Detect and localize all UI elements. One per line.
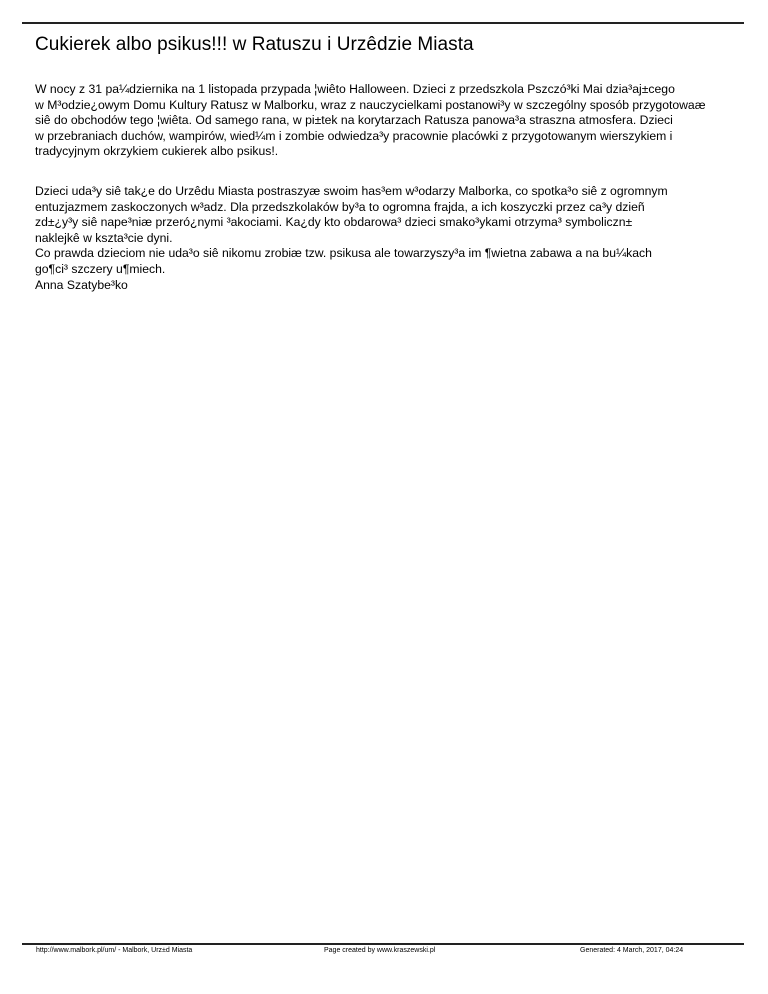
body-line: naklejkê w kszta³cie dyni.: [35, 230, 173, 245]
article-body: [35, 82, 735, 293]
body-line: w M³odzie¿owym Domu Kultury Ratusz w Malborku, wraz z nauczycielkami postanowi³y w szczególny sposób przygotowaæ: [35, 97, 706, 112]
body-line: Dzieci uda³y siê tak¿e do Urzêdu Miasta postraszyæ swoim has³em w³odarzy Malborka, co spotka³o siê z ogromnym: [35, 183, 668, 198]
body-line: tradycyjnym okrzykiem cukierek albo psikus!.: [35, 144, 279, 159]
paragraph-gap: [35, 160, 735, 184]
body-line: zd±¿y³y siê nape³niæ przeró¿nymi ³akociami. Ka¿dy kto obdarowa³ dzieci smako³ykami otrzyma³ symboliczn±: [35, 215, 633, 230]
footer-source-link[interactable]: http://www.malbork.pl/um/ - Malbork, Urz±d Miasta: [36, 947, 193, 954]
footer-generated-date: Generated: 4 March, 2017, 04:24: [580, 947, 684, 954]
article-title: Cukierek albo psikus!!! w Ratuszu i Urzêdzie Miasta: [35, 34, 474, 55]
body-line: W nocy z 31 pa¼dziernika na 1 listopada przypada ¦wiêto Halloween. Dzieci z przedszkola Pszczó³ki Mai dzia³aj±cego: [35, 82, 675, 96]
body-line: go¶ci³ szczery u¶miech.: [35, 261, 166, 276]
footer-credit: Page created by www.kraszewski.pl: [324, 947, 436, 954]
body-line: w przebraniach duchów, wampirów, wied¼m i zombie odwiedza³y pracownie placówki z przygotowanym wierszykiem i: [35, 128, 673, 143]
body-line: Co prawda dzieciom nie uda³o siê nikomu zrobiæ tzw. psikusa ale towarzyszy³a im ¶wietna zabawa a na bu¼kach: [35, 246, 652, 261]
body-line: siê do obchodów tego ¦wiêta. Od samego rana, w pi±tek na korytarzach Ratusza panowa³a straszna atmosfera. Dzieci: [35, 113, 673, 128]
body-line: entuzjazmem zaskoczonych w³adz. Dla przedszkolaków by³a to ogromna frajda, a ich koszyczki przez ca³y dzieñ: [35, 199, 645, 214]
author-signature: Anna Szatybe³ko: [35, 277, 128, 292]
bottom-divider: [22, 943, 744, 945]
top-divider: [22, 22, 744, 24]
